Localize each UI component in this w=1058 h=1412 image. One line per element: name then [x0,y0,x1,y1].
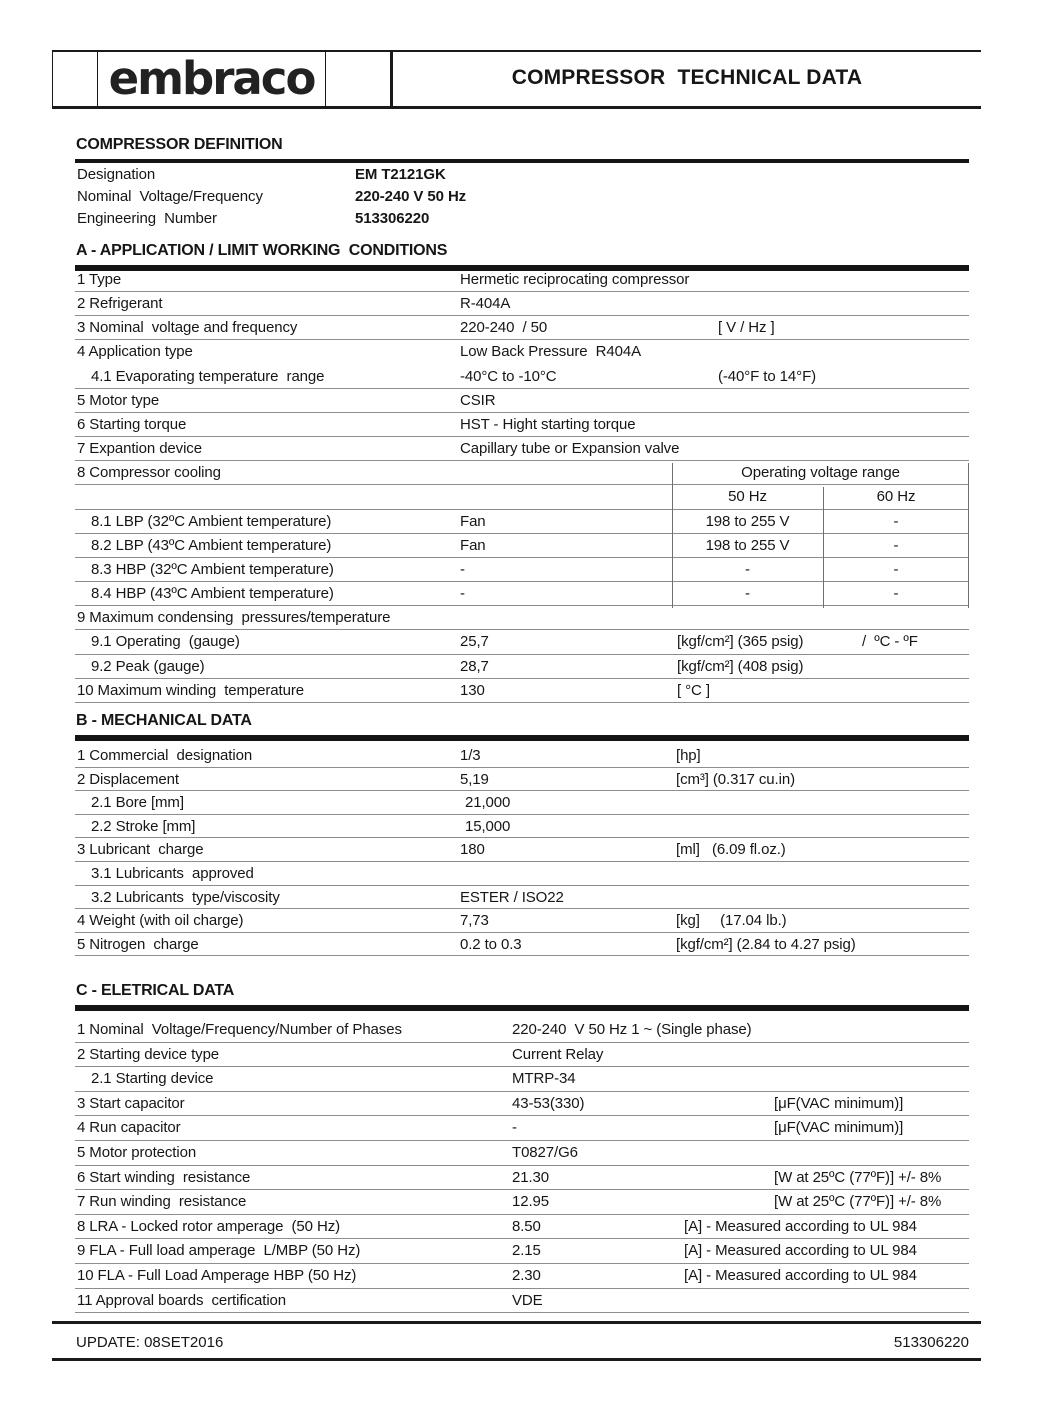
cell-50hz: 198 to 255 V [705,536,790,554]
row-value: 25,7 [460,633,489,651]
row-value: Low Back Pressure R404A [460,343,642,361]
logo-box-right-rule [325,50,326,106]
row-label: 8.1 LBP (32ºC Ambient temperature) [91,512,332,530]
definition-title: COMPRESSOR DEFINITION [76,136,283,153]
cell-50hz: - [745,585,750,603]
table-row [75,862,969,886]
row-unit: [kgf/cm²] (408 psig) [677,657,804,675]
section-b-rule [75,735,969,741]
row-value: R-404A [460,295,511,313]
cooling-table-vrule-right [968,463,969,608]
cell-50hz: - [745,560,750,578]
table-row [75,791,969,815]
row-label: 2.1 Bore [mm] [91,794,184,812]
row-label: 3 Nominal voltage and frequency [77,319,298,337]
row-unit: [W at 25ºC (77ºF)] +/- 8% [774,1193,942,1211]
table-row [75,1166,969,1191]
cell-60hz: - [893,536,899,554]
table-row [75,268,969,292]
row-label: 3.1 Lubricants approved [91,864,254,882]
row-value: Fan [460,536,486,554]
row-unit: [μF(VAC minimum)] [774,1119,904,1137]
footer-update-date: UPDATE: 08SET2016 [76,1334,224,1351]
row-value: 15,000 [465,817,511,835]
row-label: 4 Application type [77,343,193,361]
section-c-rows [75,1018,969,1313]
row-value: ESTER / ISO22 [460,888,564,906]
row-value: Fan [460,512,486,530]
row-value: 130 [460,681,485,699]
row-label: 4 Run capacitor [77,1119,181,1137]
table-row [75,606,969,630]
row-label: 11 Approval boards certification [77,1291,287,1309]
table-row [75,768,969,792]
table-row [75,437,969,461]
row-unit: [ °C ] [677,681,710,699]
row-label: 8.4 HBP (43ºC Ambient temperature) [91,585,334,603]
table-row [75,886,969,910]
operating-voltage-range-header: Operating voltage range [741,464,900,482]
row-label: 2.2 Stroke [mm] [91,817,196,835]
row-value: 12.95 [512,1193,550,1211]
row-unit: [kg] (17.04 lb.) [676,912,787,930]
row-value: CSIR [460,391,496,409]
row-value: 180 [460,841,485,859]
row-value: Capillary tube or Expansion valve [460,440,680,458]
row-value: 2.30 [512,1266,541,1284]
table-row [75,655,969,679]
row-unit: [ V / Hz ] [718,319,775,337]
row-value: 43-53(330) [512,1094,585,1112]
row-label: 8.2 LBP (43ºC Ambient temperature) [91,536,332,554]
row-value: 5,19 [460,770,489,788]
row-unit: [A] - Measured according to UL 984 [684,1266,917,1284]
section-a-title: A - APPLICATION / LIMIT WORKING CONDITIONS [76,242,448,259]
row-value: -40°C to -10°C [460,367,557,385]
row-label: 1 Commercial designation [77,747,253,764]
row-label: Designation [77,166,156,183]
row-value: 220-240 V 50 Hz [355,188,467,205]
row-label: 9 Maximum condensing pressures/temperature [77,609,391,627]
cooling-table-vrule-mid [823,487,824,608]
row-value: - [512,1119,517,1137]
row-value: Hermetic reciprocating compressor [460,271,690,288]
section-b-rows [75,744,969,956]
row-label: 3 Lubricant charge [77,841,204,859]
footer-bottom-rule [52,1358,981,1361]
row-value: 28,7 [460,657,489,675]
row-label: 9.1 Operating (gauge) [91,633,240,651]
table-row [75,582,969,606]
cooling-frequency-row [75,485,969,509]
row-value: 513306220 [355,210,430,227]
cell-50hz: 198 to 255 V [705,512,790,530]
row-unit: [A] - Measured according to UL 984 [684,1242,917,1260]
table-row [75,1239,969,1264]
row-label: 2.1 Starting device [91,1070,214,1088]
row-value: 8.50 [512,1217,541,1235]
table-row [75,1067,969,1092]
column-header-50hz: 50 Hz [728,488,767,506]
row-value: T0827/G6 [512,1143,578,1161]
row-label: Engineering Number [77,210,217,227]
table-row [75,558,969,582]
row-value: HST - Hight starting torque [460,415,636,433]
row-value: 0.2 to 0.3 [460,935,522,953]
cooling-header-row [75,461,969,485]
row-value: Current Relay [512,1045,604,1063]
table-row [75,316,969,340]
section-b-title: B - MECHANICAL DATA [76,712,252,729]
row-label: 3.2 Lubricants type/viscosity [91,888,280,906]
row-unit: [W at 25ºC (77ºF)] +/- 8% [774,1168,942,1186]
row-label: 8.3 HBP (32ºC Ambient temperature) [91,560,334,578]
row-label: 2 Refrigerant [77,295,163,313]
row-value: 21.30 [512,1168,550,1186]
table-row [75,1190,969,1215]
cell-60hz: - [893,585,899,603]
table-row [75,389,969,413]
row-value: VDE [512,1291,543,1309]
column-header-60hz: 60 Hz [876,488,916,506]
row-label: 9 FLA - Full load amperage L/MBP (50 Hz) [77,1242,361,1260]
row-value: MTRP-34 [512,1070,576,1088]
table-row [75,534,969,558]
row-label: Nominal Voltage/Frequency [77,188,263,205]
row-label: 5 Motor protection [77,1143,197,1161]
table-row [75,1092,969,1117]
cell-60hz: - [893,512,899,530]
row-label: 3 Start capacitor [77,1094,185,1112]
row-value: 7,73 [460,912,489,930]
table-row [75,292,969,316]
footer-engineering-number: 513306220 [893,1334,969,1351]
row-label: 2 Displacement [77,770,179,788]
row-label: 5 Motor type [77,391,160,409]
table-row [75,679,969,703]
table-row [75,1043,969,1068]
row-unit: [ml] (6.09 fl.oz.) [676,841,786,859]
table-row [75,630,969,654]
row-value: - [460,560,465,578]
row-label: 6 Starting torque [77,415,187,433]
table-row [75,1289,969,1314]
row-unit: [kgf/cm²] (365 psig) [677,633,804,651]
row-label: 10 Maximum winding temperature [77,681,304,699]
row-label: 10 FLA - Full Load Amperage HBP (50 Hz) [77,1266,357,1284]
table-row [75,340,969,364]
row-label: 8 LRA - Locked rotor amperage (50 Hz) [77,1217,340,1235]
table-row [75,510,969,534]
row-unit: [cm³] (0.317 cu.in) [676,770,795,788]
footer [75,1334,969,1350]
row-label: 9.2 Peak (gauge) [91,657,205,675]
row-label: 8 Compressor cooling [77,464,221,482]
row-label: 1 Type [77,271,122,288]
definition-rule [75,159,969,163]
table-row [75,838,969,862]
header-left-rule [52,50,53,106]
embraco-logo: embraco [108,51,315,105]
table-row [75,365,969,389]
row-label: 7 Run winding resistance [77,1193,247,1211]
row-unit: [hp] [676,747,701,764]
table-row [75,909,969,933]
page-title: COMPRESSOR TECHNICAL DATA [511,66,863,89]
table-row [75,815,969,839]
row-label: 4.1 Evaporating temperature range [91,367,325,385]
cooling-table-vrule-left [672,463,673,608]
section-a-rows [75,268,969,703]
table-row [75,164,969,186]
table-row [75,1018,969,1043]
row-label: 2 Starting device type [77,1045,220,1063]
header-bottom-rule [52,106,981,109]
section-c-rule [75,1005,969,1011]
cell-60hz: - [893,560,899,578]
definition-rows [75,164,969,230]
row-value: 21,000 [465,794,511,812]
table-row [75,1116,969,1141]
row-value: EM T2121GK [355,166,446,183]
row-value: - [460,585,465,603]
table-row [75,933,969,957]
row-unit: [μF(VAC minimum)] [774,1094,904,1112]
table-row [75,744,969,768]
table-row [75,1264,969,1289]
row-value: 2.15 [512,1242,541,1260]
table-row [75,1141,969,1166]
table-row [75,413,969,437]
section-c-title: C - ELETRICAL DATA [76,982,235,999]
row-value: 220-240 V 50 Hz 1 ~ (Single phase) [512,1021,752,1038]
row-unit: [kgf/cm²] (2.84 to 4.27 psig) [676,935,856,953]
row-label: 6 Start winding resistance [77,1168,251,1186]
row-unit: [A] - Measured according to UL 984 [684,1217,917,1235]
row-value: 1/3 [460,747,481,764]
table-row [75,1215,969,1240]
row-label: 7 Expantion device [77,440,202,458]
row-value: 220-240 / 50 [460,319,548,337]
row-label: 1 Nominal Voltage/Frequency/Number of Phases [77,1021,402,1038]
row-unit: (-40°F to 14°F) [718,367,817,385]
footer-top-rule [52,1321,981,1324]
row-label: 4 Weight (with oil charge) [77,912,244,930]
table-row [75,186,969,208]
table-row [75,208,969,230]
row-label: 5 Nitrogen charge [77,935,199,953]
row-note: / ºC - ºF [862,633,918,651]
